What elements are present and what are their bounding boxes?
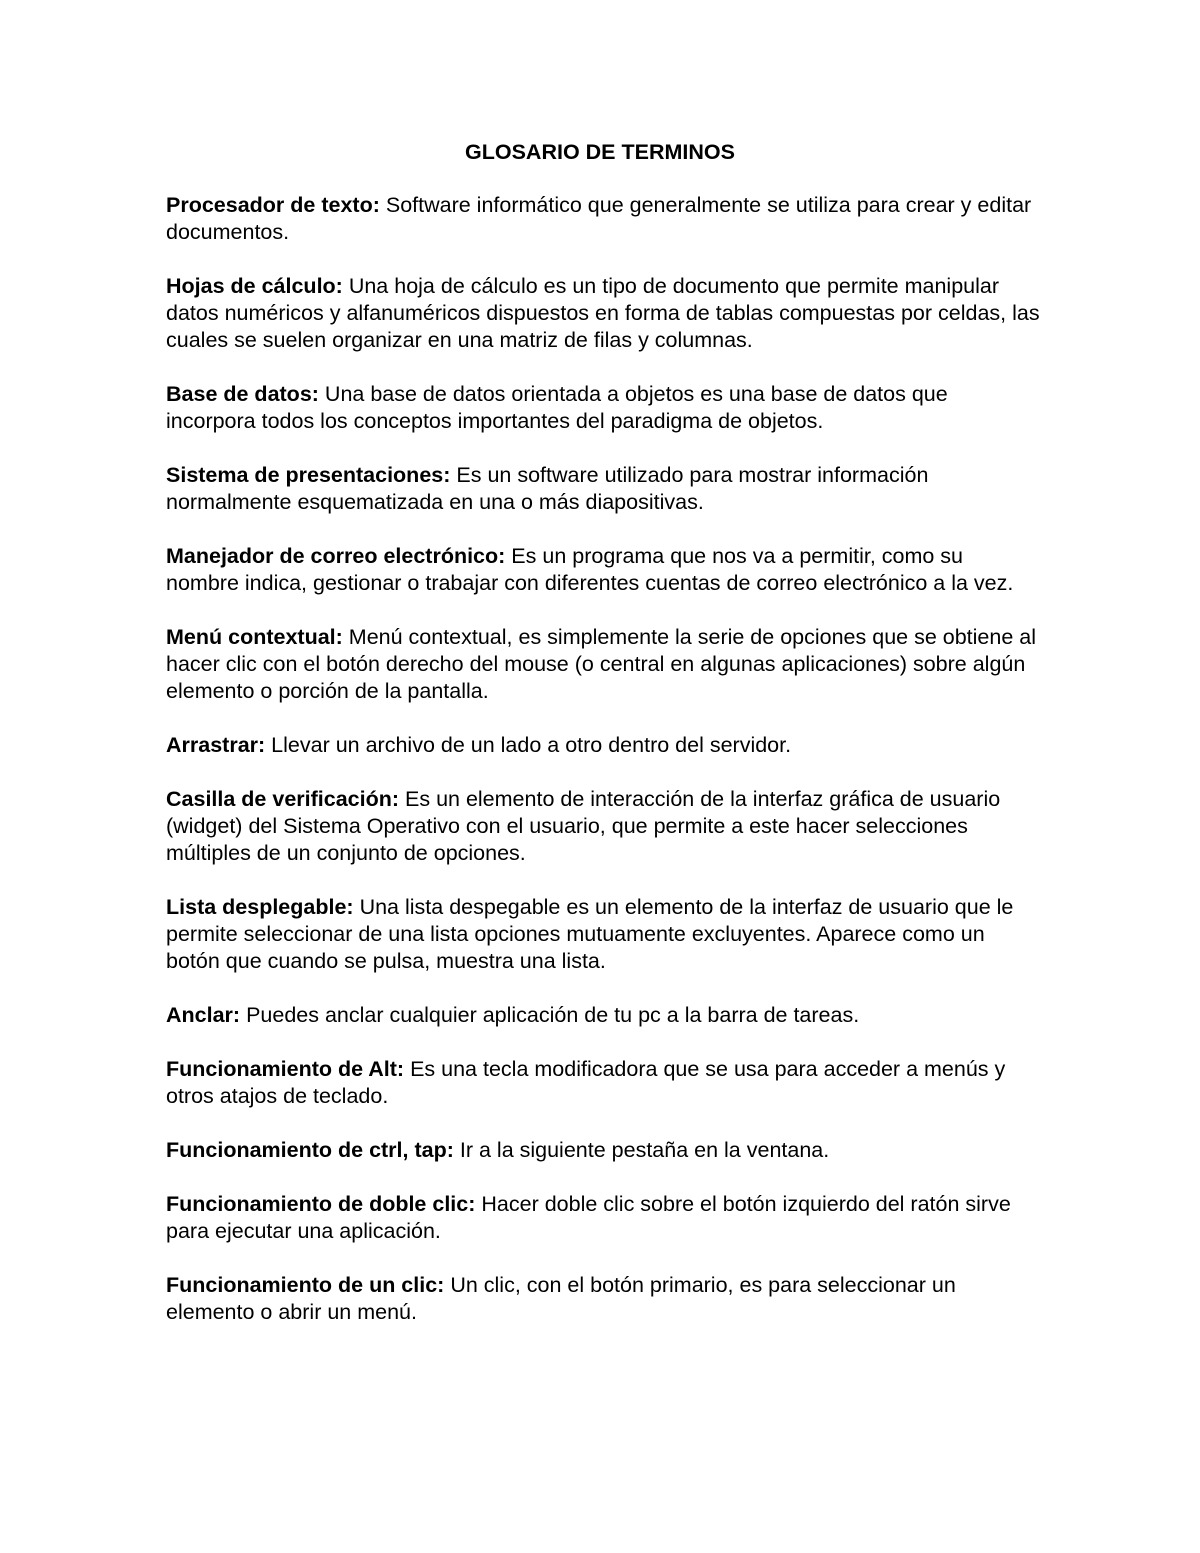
glossary-definition: Software informático que generalmente se utiliza para crear y editar documentos. <box>166 193 1032 244</box>
glossary-term: Anclar: <box>166 1003 241 1027</box>
glossary-term: Funcionamiento de Alt: <box>166 1057 405 1081</box>
glossary-list <box>166 192 1041 1353</box>
glossary-entry-alt <box>166 1056 1041 1110</box>
glossary-term: Manejador de correo electrónico: <box>166 544 506 568</box>
glossary-definition: Una lista despegable es un elemento de la interfaz de usuario que le permite seleccionar de una lista opciones mutuamente excluyentes. Aparece como un botón que cuando se pulsa, muestra una lista. <box>166 895 1014 973</box>
glossary-definition: Llevar un archivo de un lado a otro dentro del servidor. <box>271 733 792 757</box>
glossary-definition: Un clic, con el botón primario, es para seleccionar un elemento o abrir un menú. <box>166 1273 956 1324</box>
glossary-entry-hojas-de-calculo <box>166 273 1041 354</box>
glossary-entry-arrastrar <box>166 732 1041 759</box>
glossary-entry-manejador-de-correo <box>166 543 1041 597</box>
glossary-entry-ctrl-tap <box>166 1137 1041 1164</box>
glossary-definition: Es un software utilizado para mostrar información normalmente esquematizada en una o más diapositivas. <box>166 463 929 514</box>
glossary-term: Funcionamiento de doble clic: <box>166 1192 476 1216</box>
glossary-term: Arrastrar: <box>166 733 266 757</box>
glossary-entry-sistema-de-presentaciones <box>166 462 1041 516</box>
glossary-definition: Una base de datos orientada a objetos es una base de datos que incorpora todos los conceptos importantes del paradigma de objetos. <box>166 382 948 433</box>
glossary-entry-doble-clic <box>166 1191 1041 1245</box>
glossary-definition: Puedes anclar cualquier aplicación de tu pc a la barra de tareas. <box>246 1003 860 1027</box>
glossary-term: Funcionamiento de un clic: <box>166 1273 445 1297</box>
glossary-term: Funcionamiento de ctrl, tap: <box>166 1138 454 1162</box>
glossary-entry-anclar <box>166 1002 1041 1029</box>
glossary-term: Lista desplegable: <box>166 895 354 919</box>
glossary-term: Casilla de verificación: <box>166 787 400 811</box>
glossary-term: Sistema de presentaciones: <box>166 463 451 487</box>
document-title: GLOSARIO DE TERMINOS <box>465 140 735 164</box>
glossary-term: Menú contextual: <box>166 625 343 649</box>
glossary-entry-casilla-de-verificacion <box>166 786 1041 867</box>
glossary-definition: Es un elemento de interacción de la interfaz gráfica de usuario (widget) del Sistema Operativo con el usuario, que permite a este hacer selecciones múltiples de un conjunto de opciones. <box>166 787 1001 865</box>
glossary-entry-procesador-de-texto <box>166 192 1041 246</box>
glossary-definition: Es un programa que nos va a permitir, como su nombre indica, gestionar o trabajar con diferentes cuentas de correo electrónico a la vez. <box>166 544 1014 595</box>
glossary-term: Base de datos: <box>166 382 319 406</box>
glossary-definition: Hacer doble clic sobre el botón izquierdo del ratón sirve para ejecutar una aplicación. <box>166 1192 1011 1243</box>
glossary-definition: Menú contextual, es simplemente la serie de opciones que se obtiene al hacer clic con el botón derecho del mouse (o central en algunas aplicaciones) sobre algún elemento o porción de la pantalla. <box>166 625 1037 703</box>
glossary-term: Procesador de texto: <box>166 193 380 217</box>
glossary-term: Hojas de cálculo: <box>166 274 343 298</box>
glossary-entry-un-clic <box>166 1272 1041 1326</box>
glossary-definition: Ir a la siguiente pestaña en la ventana. <box>459 1138 830 1162</box>
glossary-definition: Es una tecla modificadora que se usa para acceder a menús y otros atajos de teclado. <box>166 1057 1006 1108</box>
glossary-definition: Una hoja de cálculo es un tipo de documento que permite manipular datos numéricos y alfanuméricos dispuestos en forma de tablas compuestas por celdas, las cuales se suelen organizar en una matriz de filas y columnas. <box>166 274 1040 352</box>
glossary-entry-menu-contextual <box>166 624 1041 705</box>
glossary-entry-lista-desplegable <box>166 894 1041 975</box>
glossary-entry-base-de-datos <box>166 381 1041 435</box>
